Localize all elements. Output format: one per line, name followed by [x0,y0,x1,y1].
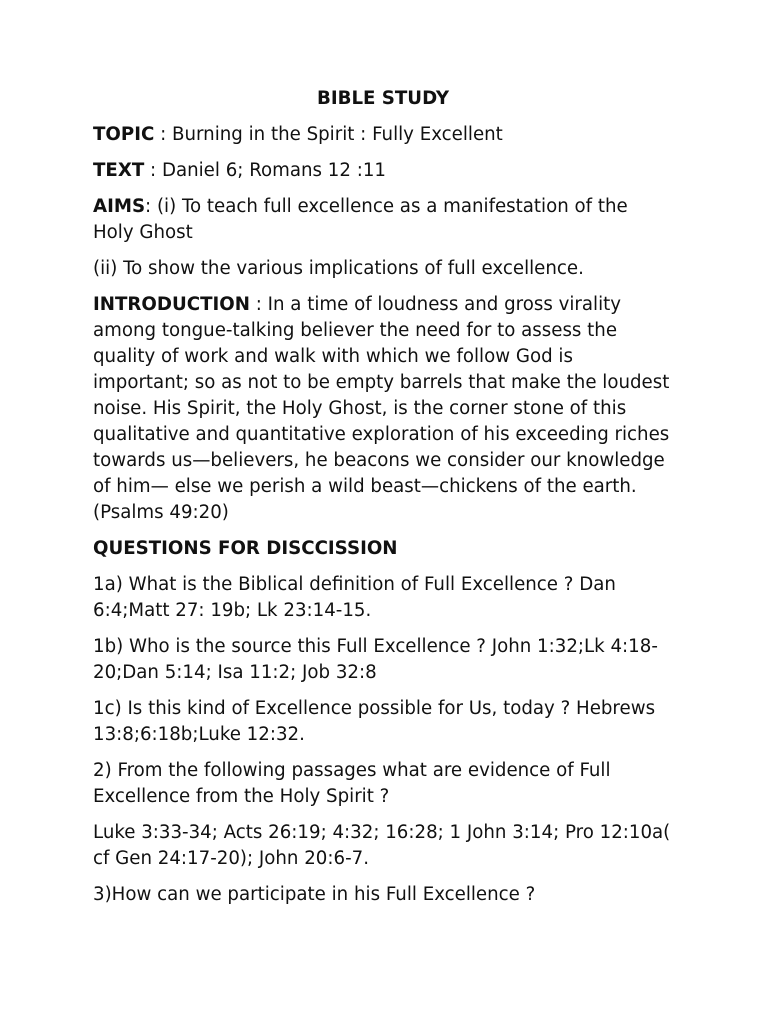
topic-text: : Burning in the Spirit : Fully Excellent [154,124,503,145]
question-1a: 1a) What is the Biblical definition of Full Excellence ? Dan 6:4;Matt 27: 19b; Lk 23:14-15. [93,574,616,621]
document-title [93,86,673,112]
text-label: TEXT [93,160,145,181]
aims-text: : (i) To teach full excellence as a manifestation of the Holy Ghost [93,196,628,243]
aims-second-line: (ii) To show the various implications of full excellence. [93,258,584,279]
text-reference-line [93,158,673,184]
text-reference: : Daniel 6; Romans 12 :11 [144,160,386,181]
aims-line [93,194,673,246]
aims-label: AIMS [93,196,146,217]
question-1b: 1b) Who is the source this Full Excellence ? John 1:32;Lk 4:18-20;Dan 5:14; Isa 11:2; Job 32:8 [93,636,658,683]
topic-line [93,122,673,148]
introduction-text: : In a time of loudness and gross virality among tongue-talking believer the need for to assess the quality of work and walk with which we follow God is important; so as not to be empty barrels that make the loudest noise. His Spirit, the Holy Ghost, is the corner stone of this qualitative and quantitative exploration of his exceeding riches towards us—believers, he beacons we consider our knowledge of him— else we perish a wild beast—chickens of the earth.(Psalms 49:20) [93,294,670,523]
question-2-references: Luke 3:33-34; Acts 26:19; 4:32; 16:28; 1 John 3:14; Pro 12:10a( cf Gen 24:17-20); John 20:6-7. [93,822,671,869]
document-title-text: BIBLE STUDY [316,88,450,109]
questions-heading: QUESTIONS FOR DISCCISSION [93,538,398,559]
introduction-label: INTRODUCTION [93,294,250,315]
question-2: 2) From the following passages what are evidence of Full Excellence from the Holy Spirit ? [93,760,611,807]
question-3: 3)How can we participate in his Full Excellence ? [93,884,536,905]
question-1c: 1c) Is this kind of Excellence possible for Us, today ? Hebrews 13:8;6:18b;Luke 12:32. [93,698,656,745]
introduction-paragraph [93,292,673,526]
topic-label: TOPIC [93,124,155,145]
document-body [93,86,673,918]
